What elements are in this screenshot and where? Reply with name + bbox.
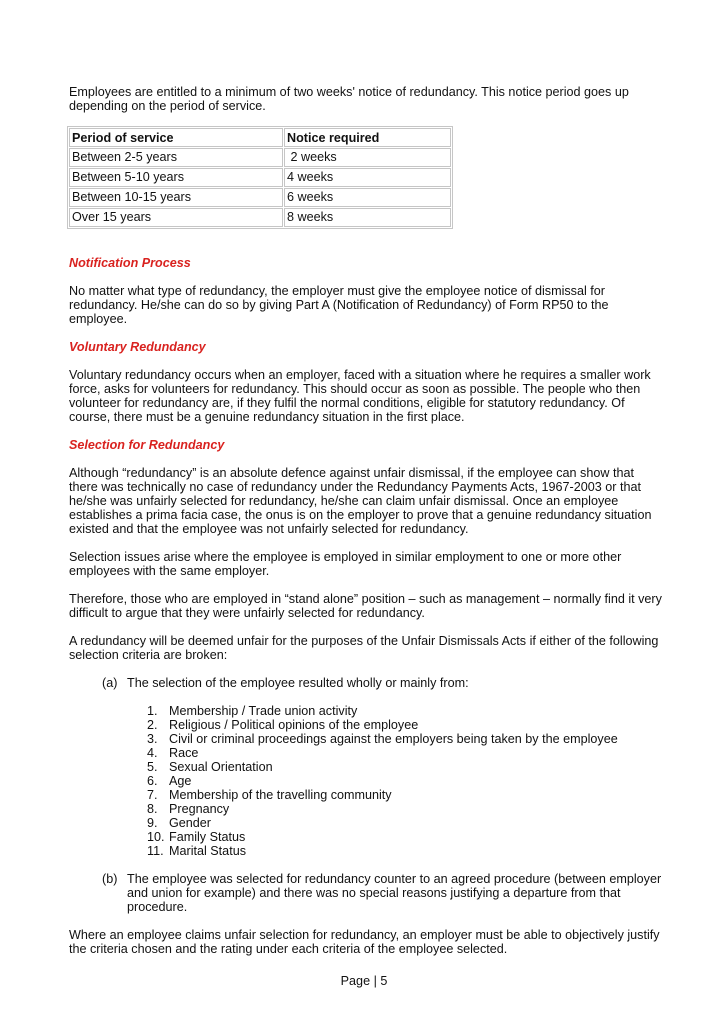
list-item-number: 6. [147, 774, 158, 788]
list-item-number: 8. [147, 802, 158, 816]
selection-heading: Selection for Redundancy [69, 438, 225, 452]
list-item-text: Religious / Political opinions of the employee [169, 718, 419, 732]
selection-paragraph-5: Where an employee claims unfair selection for redundancy, an employer must be able to objectively justify the criteria chosen and the rating under each criteria of the employee selected. [69, 928, 660, 956]
list-item [147, 718, 663, 732]
table-cell-notice: 2 weeks [284, 148, 451, 167]
list-item-number: 2. [147, 718, 158, 732]
list-item-text: Family Status [169, 830, 246, 844]
list-item [147, 704, 663, 718]
list-item-number: 7. [147, 788, 158, 802]
criterion-a-text: The selection of the employee resulted wholly or mainly from: [127, 676, 469, 690]
intro-paragraph: Employees are entitled to a minimum of two weeks' notice of redundancy. This notice period goes up depending on the period of service. [69, 85, 629, 113]
criterion-a [102, 676, 663, 690]
list-item-text: Gender [169, 816, 212, 830]
table-cell-notice: 8 weeks [284, 208, 451, 227]
selection-paragraph-4: A redundancy will be deemed unfair for the purposes of the Unfair Dismissals Acts if either of the following selection criteria are broken: [69, 634, 659, 662]
selection-paragraph-1: Although “redundancy” is an absolute defence against unfair dismissal, if the employee can show that there was technically no case of redundancy under the Redundancy Payments Acts, 1967-2003 or that he/she was unfairly selected for redundancy, he/she can claim unfair dismissal. Once an employee establishes a prima facia case, the onus is on the employer to prove that a genuine redundancy situation existed and that the employee was not unfairly selected for redundancy. [69, 466, 652, 536]
criterion-b-label: (b) [102, 872, 118, 886]
table-cell-period: Between 10-15 years [69, 188, 283, 207]
list-item-number: 9. [147, 816, 158, 830]
selection-paragraph-3: Therefore, those who are employed in “stand alone” position – such as management – normally find it very difficult to argue that they were unfairly selected for redundancy. [69, 592, 662, 620]
list-item-number: 5. [147, 760, 158, 774]
list-item-text: Marital Status [169, 844, 246, 858]
list-item-number: 10. [147, 830, 165, 844]
table-row [69, 168, 451, 187]
list-item-text: Civil or criminal proceedings against the employers being taken by the employee [169, 732, 618, 746]
voluntary-heading: Voluntary Redundancy [69, 340, 206, 354]
table-row [69, 148, 451, 167]
list-item [147, 774, 663, 788]
list-item [147, 830, 663, 844]
list-item [147, 746, 663, 760]
table-header-row [69, 128, 451, 147]
table-header-period: Period of service [69, 128, 283, 147]
table-cell-period: Between 5-10 years [69, 168, 283, 187]
voluntary-paragraph: Voluntary redundancy occurs when an employer, faced with a situation where he requires a smaller work force, asks for volunteers for redundancy. This should occur as soon as possible. The people who then volunteer for redundancy are, if they fulfil the normal conditions, eligible for statutory redundancy. Of course, there must be a genuine redundancy situation in the first place. [69, 368, 651, 424]
list-item [147, 802, 663, 816]
table-cell-period: Between 2-5 years [69, 148, 283, 167]
list-item-text: Age [169, 774, 192, 788]
table-cell-period: Over 15 years [69, 208, 283, 227]
list-item-text: Membership / Trade union activity [169, 704, 358, 718]
list-item-number: 4. [147, 746, 158, 760]
criterion-a-label: (a) [102, 676, 118, 690]
list-item [147, 788, 663, 802]
list-item [147, 732, 663, 746]
list-item-number: 1. [147, 704, 158, 718]
list-item-text: Sexual Orientation [169, 760, 273, 774]
list-item-text: Pregnancy [169, 802, 230, 816]
list-item-text: Membership of the travelling community [169, 788, 392, 802]
criterion-b-text: The employee was selected for redundancy counter to an agreed procedure (between employer and union for example) and there was no special reasons justifying a departure from that procedure. [127, 872, 662, 914]
table-cell-notice: 4 weeks [284, 168, 451, 187]
selection-paragraph-2: Selection issues arise where the employee is employed in similar employment to one or more other employees with the same employer. [69, 550, 622, 578]
notice-table [67, 126, 453, 229]
list-item-number: 11. [147, 844, 164, 858]
document-page [69, 85, 663, 970]
list-item-number: 3. [147, 732, 158, 746]
table-row [69, 208, 451, 227]
list-item [147, 760, 663, 774]
page-footer: Page | 5 [340, 974, 388, 988]
table-cell-notice: 6 weeks [284, 188, 451, 207]
notification-paragraph: No matter what type of redundancy, the employer must give the employee notice of dismissal for redundancy. He/she can do so by giving Part A (Notification of Redundancy) of Form RP50 to the employee. [69, 284, 609, 326]
criterion-b [102, 872, 663, 914]
reasons-list [69, 704, 663, 858]
table-row [69, 188, 451, 207]
list-item-text: Race [169, 746, 199, 760]
notification-heading: Notification Process [69, 256, 191, 270]
table-header-notice: Notice required [284, 128, 451, 147]
list-item [147, 816, 663, 830]
list-item [147, 844, 663, 858]
